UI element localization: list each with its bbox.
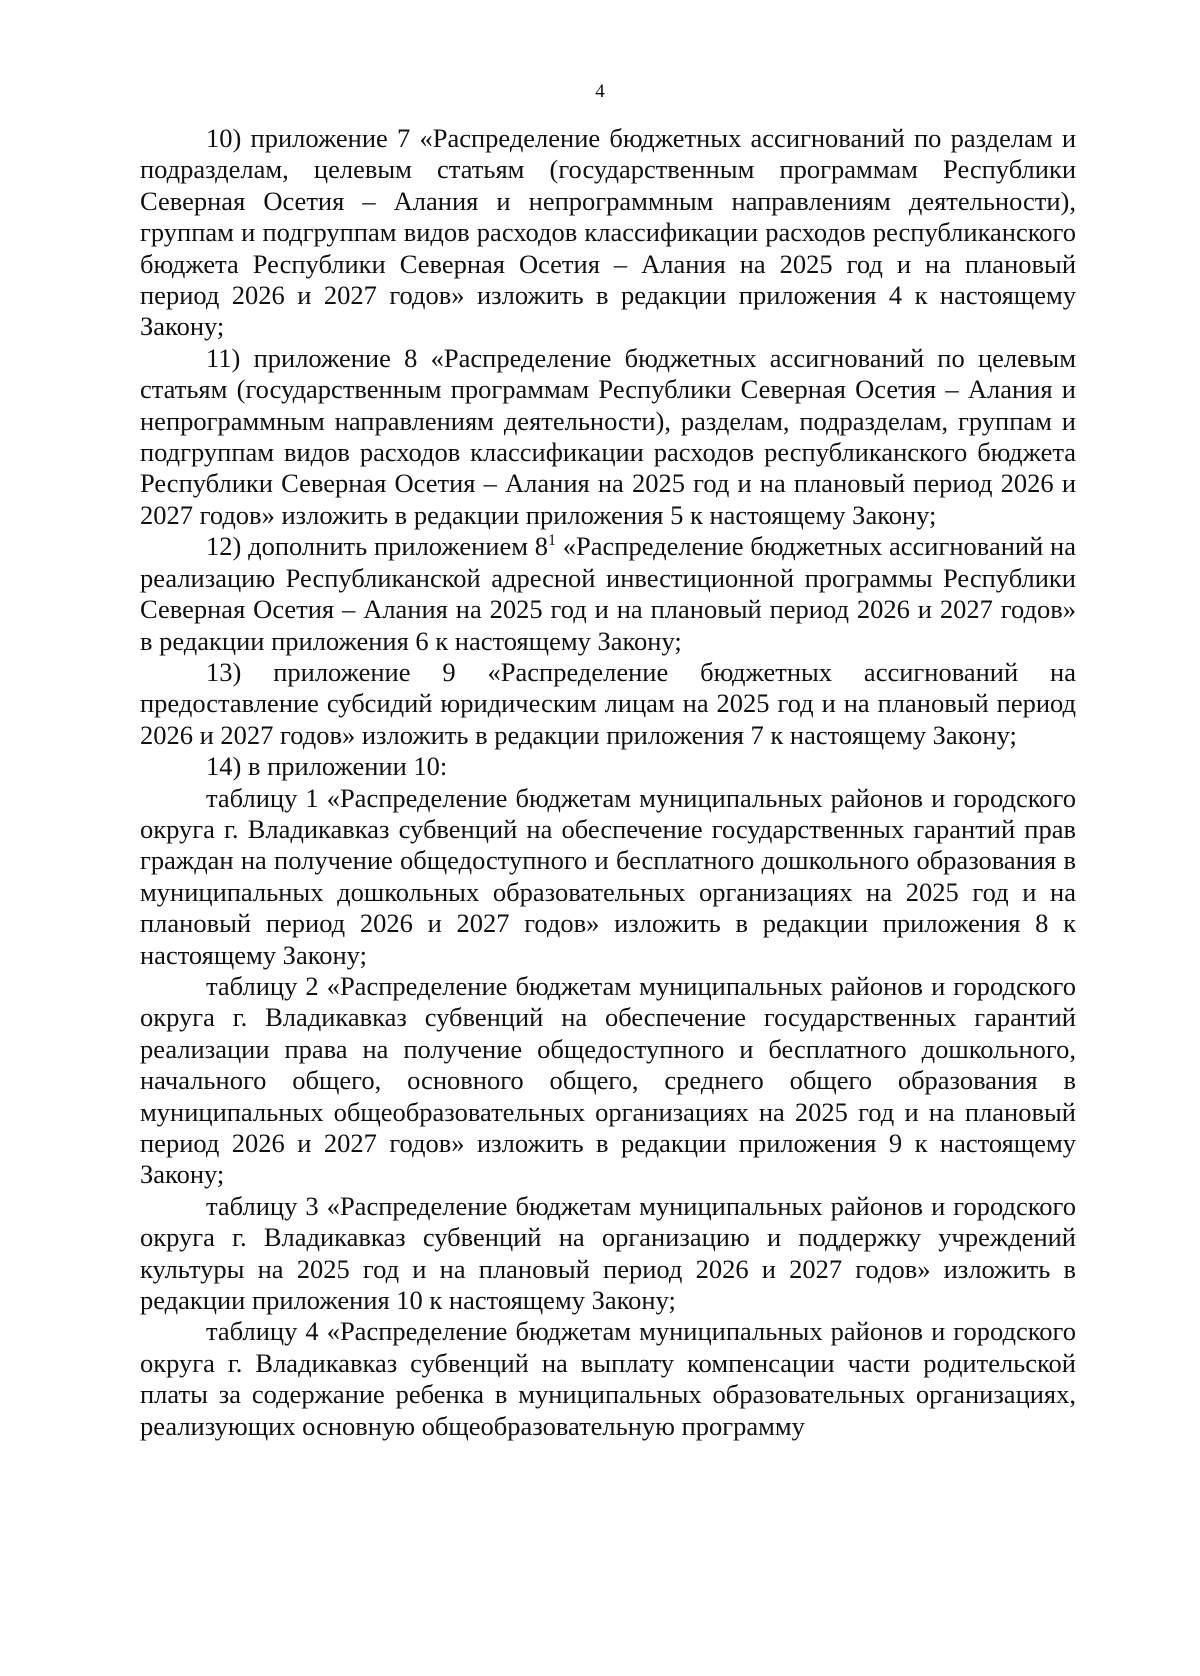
paragraph-item-12-lead: 12) дополнить приложением 8 [206, 531, 549, 562]
paragraph-table-1: таблицу 1 «Распределение бюджетам муниципальных районов и городского округа г. Владикавказ субвенций на обеспечение государственных гарантий прав граждан на получение общедоступного и бесплатного дошкольного образования в муниципальных дошкольных образовательных организациях на 2025 год и на плановый период 2026 и 2027 годов» изложить в редакции приложения 8 к настоящему Закону; [140, 782, 1076, 970]
paragraph-table-3: таблицу 3 «Распределение бюджетам муниципальных районов и городского округа г. Владикавказ субвенций на организацию и поддержку учреждений культуры на 2025 год и на плановый период 2026 и 2027 годов» изложить в редакции приложения 10 к настоящему Закону; [140, 1190, 1076, 1316]
paragraph-table-2: таблицу 2 «Распределение бюджетам муниципальных районов и городского округа г. Владикавказ субвенций на обеспечение государственных гарантий реализации права на получение общедоступного и бесплатного дошкольного, начального общего, основного общего, среднего общего образования в муниципальных общеобразовательных организациях на 2025 год и на плановый период 2026 и 2027 годов» изложить в редакции приложения 9 к настоящему Закону; [140, 970, 1076, 1190]
paragraph-item-14: 14) в приложении 10: [206, 751, 448, 782]
paragraph-item-12-rest: «Распределение бюджетных ассигнований на реализацию Республиканской адресной инвестиционной программы Республики Северная Осетия – Алания на 2025 год и на плановый период 2026 и 2027 годов» в редакции приложения 6 к настоящему Закону; [140, 531, 1076, 656]
superscript-index: 1 [548, 532, 556, 550]
paragraph-item-13: 13) приложение 9 «Распределение бюджетных ассигнований на предоставление субсидий юридическим лицам на 2025 год и на плановый период 2026 и 2027 годов» изложить в редакции приложения 7 к настоящему Закону; [140, 656, 1076, 750]
document-body [140, 123, 1076, 1442]
page-number: 4 [595, 81, 605, 102]
paragraph-table-4: таблицу 4 «Распределение бюджетам муниципальных районов и городского округа г. Владикавказ субвенций на выплату компенсации части родительской платы за содержание ребенка в муниципальных образовательных организациях, реализующих основную общеобразовательную программу [140, 1316, 1076, 1441]
paragraph-item-12 [140, 531, 1076, 657]
paragraph-item-10: 10) приложение 7 «Распределение бюджетных ассигнований по разделам и подразделам, целевым статьям (государственным программам Республики Северная Осетия – Алания и непрограммным направлениям деятельности), группам и подгруппам видов расходов классификации расходов республиканского бюджета Республики Северная Осетия – Алания на 2025 год и на плановый период 2026 и 2027 годов» изложить в редакции приложения 4 к настоящему Закону; [140, 123, 1076, 342]
paragraph-item-11: 11) приложение 8 «Распределение бюджетных ассигнований по целевым статьям (государственным программам Республики Северная Осетия – Алания и непрограммным направлениям деятельности), разделам, подразделам, группам и подгруппам видов расходов классификации расходов республиканского бюджета Республики Северная Осетия – Алания на 2025 год и на плановый период 2026 и 2027 годов» изложить в редакции приложения 5 к настоящему Закону; [140, 342, 1076, 530]
